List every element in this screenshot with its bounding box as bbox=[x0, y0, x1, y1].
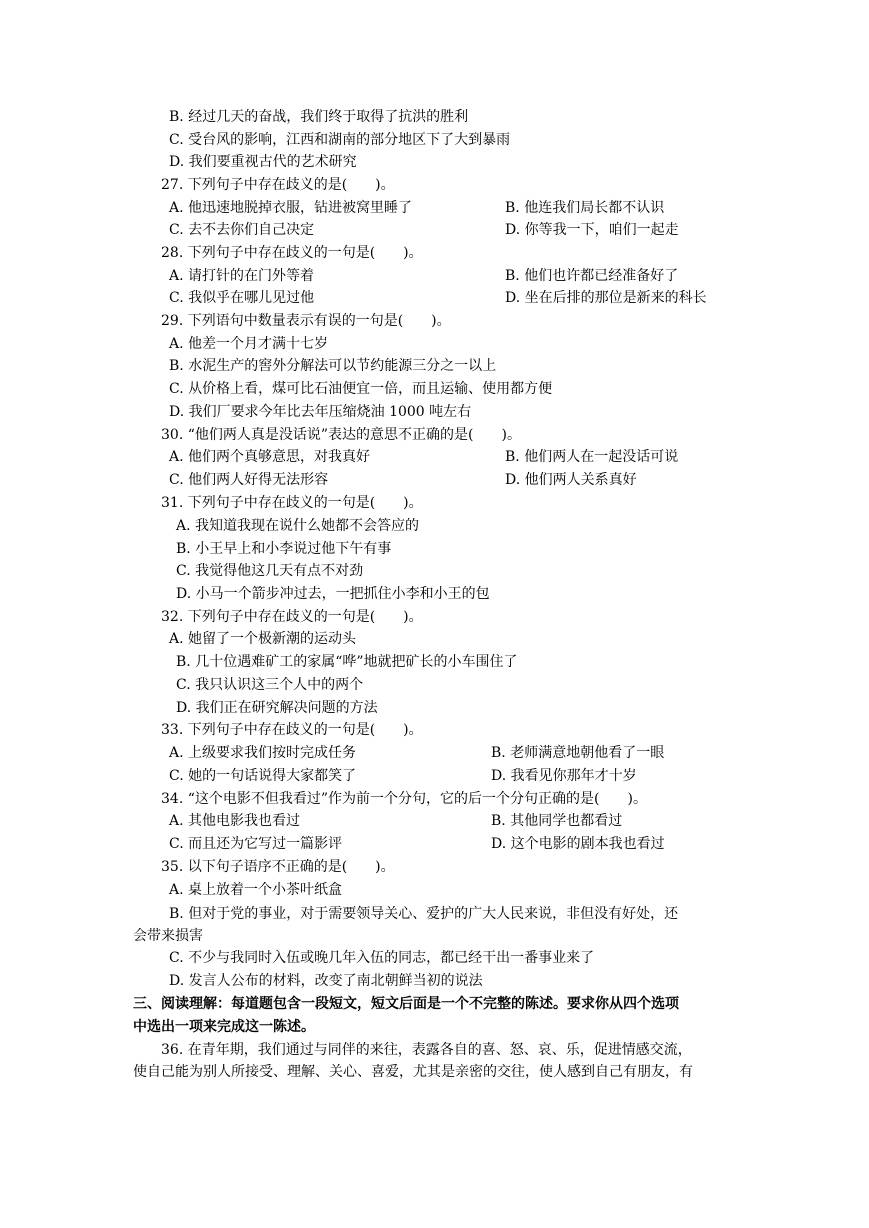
q36-passage-line1: 36. 在青年期，我们通过与同伴的来往，表露各自的喜、怒、哀、乐，促进情感交流， bbox=[161, 1042, 692, 1058]
q35-option-b-line2: 会带来损害 bbox=[133, 928, 203, 944]
q35-option-a: A. 桌上放着一个小茶叶纸盒 bbox=[169, 882, 343, 898]
q32-stem: 32. 下列句子中存在歧义的一句是( )。 bbox=[161, 609, 423, 625]
q30-option-c: C. 他们两人好得无法形容 bbox=[169, 472, 329, 488]
q28-stem: 28. 下列句子中存在歧义的一句是( )。 bbox=[161, 245, 423, 261]
section-3-heading-line2: 中选出一项来完成这一陈述。 bbox=[133, 1019, 315, 1035]
q28-option-d: D. 坐在后排的那位是新来的科长 bbox=[505, 290, 707, 306]
q28-option-b: B. 他们也许都已经准备好了 bbox=[505, 268, 679, 284]
q29-option-c: C. 从价格上看，煤可比石油便宜一倍，而且运输、使用都方便 bbox=[169, 381, 553, 397]
q31-stem: 31. 下列句子中存在歧义的一句是( )。 bbox=[161, 495, 423, 511]
q27-option-d: D. 你等我一下，咱们一起走 bbox=[505, 222, 679, 238]
q31-option-d: D. 小马一个箭步冲过去，一把抓住小李和小王的包 bbox=[176, 586, 490, 602]
q34-option-b: B. 其他同学也都看过 bbox=[491, 813, 623, 829]
q32-option-b: B. 几十位遇难矿工的家属“哗”地就把矿长的小车围住了 bbox=[176, 654, 518, 670]
q33-option-b: B. 老师满意地朝他看了一眼 bbox=[491, 745, 665, 761]
q31-option-c: C. 我觉得他这几天有点不对劲 bbox=[176, 563, 364, 579]
q34-stem: 34. “这个电影不但我看过”作为前一个分句，它的后一个分句正确的是( )。 bbox=[161, 791, 647, 807]
q30-stem: 30. “他们两人真是没话说”表达的意思不正确的是( )。 bbox=[161, 427, 521, 443]
q33-option-a: A. 上级要求我们按时完成任务 bbox=[169, 745, 357, 761]
q34-option-a: A. 其他电影我也看过 bbox=[169, 813, 301, 829]
q29-option-b: B. 水泥生产的窖外分解法可以节约能源三分之一以上 bbox=[169, 358, 497, 374]
q27-stem: 27. 下列句子中存在歧义的是( )。 bbox=[161, 177, 395, 193]
q35-option-d: D. 发言人公布的材料，改变了南北朝鲜当初的说法 bbox=[169, 973, 483, 989]
q29-option-d: D. 我们厂要求今年比去年压缩烧油 1000 吨左右 bbox=[169, 404, 472, 420]
q27-option-b: B. 他连我们局长都不认识 bbox=[505, 200, 665, 216]
q27-option-c: C. 去不去你们自己决定 bbox=[169, 222, 315, 238]
q26-option-c: C. 受台风的影响，江西和湖南的部分地区下了大到暴雨 bbox=[169, 132, 511, 148]
q35-option-c: C. 不少与我同时入伍或晚几年入伍的同志，都已经干出一番事业来了 bbox=[169, 950, 595, 966]
q26-option-b: B. 经过几天的奋战，我们终于取得了抗洪的胜利 bbox=[169, 109, 469, 125]
q26-option-d: D. 我们要重视古代的艺术研究 bbox=[169, 154, 357, 170]
section-3-heading-line1: 三、阅读理解：每道题包含一段短文，短文后面是一个不完整的陈述。要求你从四个选项 bbox=[133, 996, 679, 1012]
q28-option-c: C. 我似乎在哪儿见过他 bbox=[169, 290, 315, 306]
q33-stem: 33. 下列句子中存在歧义的一句是( )。 bbox=[161, 722, 423, 738]
q29-option-a: A. 他差一个月才满十七岁 bbox=[169, 336, 329, 352]
q30-option-b: B. 他们两人在一起没话可说 bbox=[505, 449, 679, 465]
q32-option-a: A. 她留了一个极新潮的运动头 bbox=[169, 631, 357, 647]
q30-option-d: D. 他们两人关系真好 bbox=[505, 472, 637, 488]
q31-option-b: B. 小王早上和小李说过他下午有事 bbox=[176, 541, 392, 557]
q27-option-a: A. 他迅速地脱掉衣服，钻进被窝里睡了 bbox=[169, 200, 413, 216]
q30-option-a: A. 他们两个真够意思，对我真好 bbox=[169, 449, 371, 465]
q34-option-d: D. 这个电影的剧本我也看过 bbox=[491, 836, 665, 852]
q34-option-c: C. 而且还为它写过一篇影评 bbox=[169, 836, 343, 852]
q32-option-d: D. 我们正在研究解决问题的方法 bbox=[176, 700, 378, 716]
q33-option-c: C. 她的一句话说得大家都笑了 bbox=[169, 768, 357, 784]
q36-passage-line2: 使自己能为别人所接受、理解、关心、喜爱，尤其是亲密的交往，使人感到自己有朋友，有 bbox=[133, 1064, 693, 1080]
q35-option-b-line1: B. 但对于党的事业，对于需要领导关心、爱护的广大人民来说，非但没有好处，还 bbox=[169, 906, 679, 922]
q32-option-c: C. 我只认识这三个人中的两个 bbox=[176, 677, 364, 693]
q31-option-a: A. 我知道我现在说什么她都不会答应的 bbox=[176, 518, 420, 534]
q29-stem: 29. 下列语句中数量表示有误的一句是( )。 bbox=[161, 313, 451, 329]
q33-option-d: D. 我看见你那年才十岁 bbox=[491, 768, 637, 784]
q35-stem: 35. 以下句子语序不正确的是( )。 bbox=[161, 859, 395, 875]
q28-option-a: A. 请打针的在门外等着 bbox=[169, 268, 315, 284]
